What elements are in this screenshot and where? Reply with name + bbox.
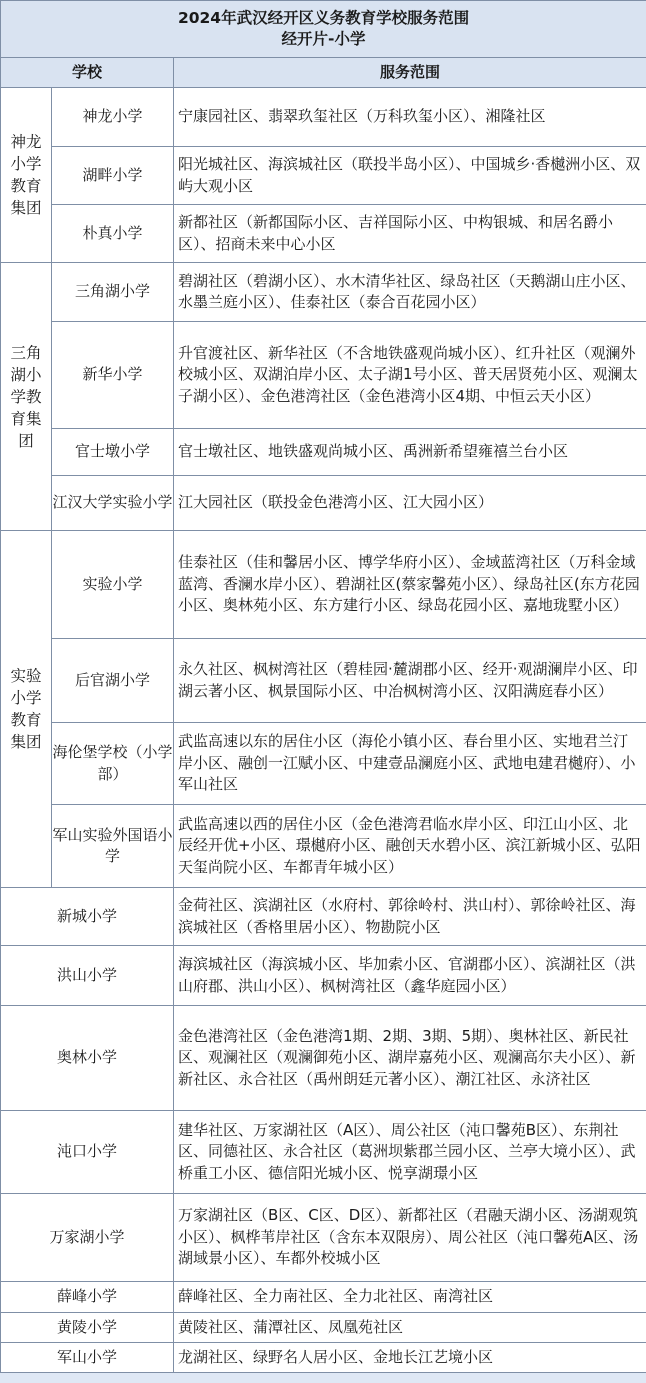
service-area: 新都社区（新都国际小区、吉祥国际小区、中构银城、和居名爵小区）、招商未来中心小区 [174,205,646,263]
service-area: 建华社区、万家湖社区（A区）、周公社区（沌口馨苑B区）、东荆社区、同德社区、永合社区（葛洲坝紫郡兰园小区、兰亭大境小区）、武桥重工小区、德信阳光城小区、悦享湖璟小区 [174,1111,646,1194]
school-name: 神龙小学 [52,88,174,147]
table-row [1,476,646,531]
service-area: 金荷社区、滨湖社区（水府村、郭徐岭村、洪山村）、郭徐岭社区、海滨城社区（香格里居小区）、物勘院小区 [174,888,646,946]
service-area: 永久社区、枫树湾社区（碧桂园·麓湖郡小区、经开·观湖澜岸小区、印湖云著小区、枫景国际小区、中冶枫树湾小区、汉阳满庭春小区） [174,639,646,723]
school-name: 后官湖小学 [52,639,174,723]
table-row [1,322,646,429]
service-area: 薛峰社区、全力南社区、全力北社区、南湾社区 [174,1282,646,1313]
table-row [1,888,646,946]
school-name: 江汉大学实验小学 [52,476,174,531]
table-row [1,1282,646,1313]
table-row [1,531,646,639]
group-cell: 三角湖小学教育集团 [1,263,52,531]
service-area: 金色港湾社区（金色港湾1期、2期、3期、5期）、奥林社区、新民社区、观澜社区（观澜御苑小区、湖岸嘉苑小区、观澜高尔夫小区）、新新社区、永合社区（禹州朗廷元著小区）、潮江社区、永济社区 [174,1006,646,1111]
table-row [1,429,646,476]
table-row [1,1343,646,1373]
school-name: 新华小学 [52,322,174,429]
group-cell: 神龙小学教育集团 [1,88,52,263]
school-name: 实验小学 [52,531,174,639]
title-line-2: 经开片-小学 [1,29,646,50]
service-area: 阳光城社区、海滨城社区（联投半岛小区）、中国城乡·香樾洲小区、双屿大观小区 [174,147,646,205]
service-area: 官士墩社区、地铁盛观尚城小区、禹洲新希望雍禧兰台小区 [174,429,646,476]
school-name: 湖畔小学 [52,147,174,205]
table-row [1,946,646,1006]
service-area: 碧湖社区（碧湖小区）、水木清华社区、绿岛社区（天鹅湖山庄小区、水墨兰庭小区）、佳泰社区（泰合百花园小区） [174,263,646,322]
school-name: 三角湖小学 [52,263,174,322]
service-area: 武监高速以东的居住小区（海伦小镇小区、春台里小区、实地君兰汀岸小区、融创一江赋小区、中建壹品澜庭小区、武地电建君樾府）、小军山社区 [174,723,646,805]
header-school: 学校 [1,58,174,88]
school-name: 朴真小学 [52,205,174,263]
school-name: 沌口小学 [1,1111,174,1194]
school-name: 黄陵小学 [1,1313,174,1343]
table-row [1,1194,646,1282]
service-area: 宁康园社区、翡翠玖玺社区（万科玖玺小区）、湘隆社区 [174,88,646,147]
bottom-band [0,1372,646,1383]
school-name: 官士墩小学 [52,429,174,476]
service-area: 海滨城社区（海滨城小区、毕加索小区、官湖郡小区）、滨湖社区（洪山府郡、洪山小区）、枫树湾社区（鑫华庭园小区） [174,946,646,1006]
page-title [1,1,646,58]
table-row [1,639,646,723]
table-row [1,88,646,147]
header-service: 服务范围 [174,58,646,88]
table-row [1,805,646,888]
title-line-1: 2024年武汉经开区义务教育学校服务范围 [1,8,646,29]
school-name: 薛峰小学 [1,1282,174,1313]
header-row [1,58,646,88]
table-row [1,1111,646,1194]
school-name: 洪山小学 [1,946,174,1006]
school-name: 万家湖小学 [1,1194,174,1282]
service-area: 黄陵社区、蒲潭社区、凤凰苑社区 [174,1313,646,1343]
service-area: 升官渡社区、新华社区（不含地铁盛观尚城小区）、红升社区（观澜外校城小区、双湖泊岸小区、太子湖1号小区、普天居贤苑小区、观澜太子湖小区）、金色港湾社区（金色港湾小区4期、中恒云天小区） [174,322,646,429]
table-row [1,1313,646,1343]
table-row [1,723,646,805]
group-cell: 实验小学教育集团 [1,531,52,888]
title-row [1,1,646,58]
school-name: 军山小学 [1,1343,174,1373]
service-area: 佳泰社区（佳和馨居小区、博学华府小区）、金域蓝湾社区（万科金域蓝湾、香澜水岸小区）、碧湖社区(蔡家馨苑小区）、绿岛社区(东方花园小区、奥林苑小区、东方建行小区、绿岛花园小区、嘉地珑墅小区） [174,531,646,639]
school-name: 新城小学 [1,888,174,946]
table-row [1,205,646,263]
school-name: 奥林小学 [1,1006,174,1111]
table-row [1,263,646,322]
service-area: 江大园社区（联投金色港湾小区、江大园小区） [174,476,646,531]
service-area: 武监高速以西的居住小区（金色港湾君临水岸小区、印江山小区、北辰经开优+小区、璟樾府小区、融创天水碧小区、滨江新城小区、弘阳天玺尚院小区、车都青年城小区） [174,805,646,888]
table-row [1,147,646,205]
school-name: 军山实验外国语小学 [52,805,174,888]
service-area: 万家湖社区（B区、C区、D区）、新都社区（君融天湖小区、汤湖观筑小区）、枫桦苇岸社区（含东本双限房）、周公社区（沌口馨苑A区、汤湖域景小区）、车都外校城小区 [174,1194,646,1282]
service-area: 龙湖社区、绿野名人居小区、金地长江艺境小区 [174,1343,646,1373]
school-name: 海伦堡学校（小学部） [52,723,174,805]
table-row [1,1006,646,1111]
